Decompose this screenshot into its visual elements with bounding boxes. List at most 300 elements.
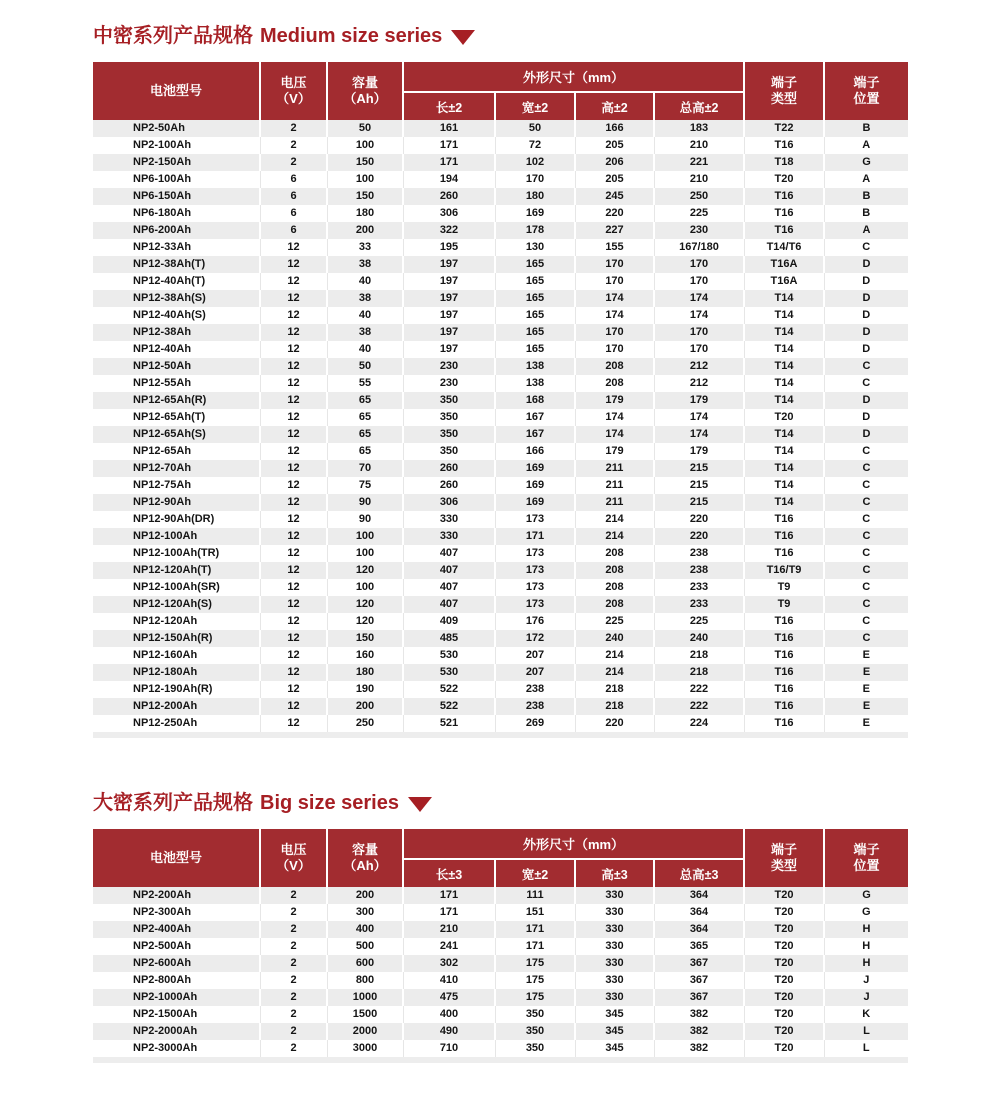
cell-height: 208 [575,545,654,562]
cell-terminal-position: K [824,1006,908,1023]
cell-length: 407 [403,596,495,613]
cell-terminal-type: T14/T6 [744,239,824,256]
table-row [93,972,908,989]
table-row [93,579,908,596]
cell-total-height: 210 [654,137,744,154]
cell-length: 210 [403,921,495,938]
table-row [93,1023,908,1040]
cell-capacity: 38 [327,324,403,341]
cell-length: 490 [403,1023,495,1040]
cell-capacity: 75 [327,477,403,494]
medium-table-header [93,62,908,120]
cell-capacity: 100 [327,171,403,188]
cell-voltage: 12 [260,307,327,324]
cell-terminal-position: B [824,120,908,137]
cell-terminal-position: D [824,273,908,290]
cell-height: 174 [575,426,654,443]
cell-width: 172 [495,630,575,647]
cell-capacity: 800 [327,972,403,989]
cell-terminal-position: C [824,494,908,511]
col-header-model-label: 电池型号 [149,83,202,98]
cell-length: 197 [403,324,495,341]
cell-capacity: 150 [327,188,403,205]
cell-width: 171 [495,938,575,955]
cell-height: 208 [575,358,654,375]
cell-terminal-type: T14 [744,307,824,324]
cell-length: 330 [403,528,495,545]
cell-terminal-type: T16A [744,256,824,273]
voltage-label-line1: 电压 [280,75,307,90]
cell-voltage: 12 [260,256,327,273]
cell-terminal-type: T14 [744,375,824,392]
cell-terminal-position: J [824,989,908,1006]
cell-width: 130 [495,239,575,256]
cell-capacity: 65 [327,409,403,426]
table-row [93,120,908,137]
cell-height: 208 [575,562,654,579]
cell-capacity: 40 [327,341,403,358]
cell-width: 169 [495,460,575,477]
cell-height: 211 [575,494,654,511]
cell-terminal-type: T14 [744,426,824,443]
cell-capacity: 1000 [327,989,403,1006]
cell-height: 179 [575,392,654,409]
table-row [93,443,908,460]
cell-height: 170 [575,341,654,358]
cell-height: 330 [575,938,654,955]
capacity-label-line2: （Ah） [343,858,387,873]
cell-model: NP12-90Ah [93,494,260,511]
cell-total-height: 215 [654,494,744,511]
cell-terminal-position: C [824,511,908,528]
col-header-width: 宽±2 [495,859,575,887]
cell-voltage: 12 [260,290,327,307]
table-row [93,681,908,698]
big-table-header [93,829,908,887]
cell-model: NP12-100Ah(TR) [93,545,260,562]
cell-length: 410 [403,972,495,989]
cell-total-height: 179 [654,443,744,460]
cell-terminal-type: T14 [744,290,824,307]
cell-voltage: 6 [260,171,327,188]
terminal-type-label-line1: 端子 [770,75,797,90]
cell-total-height: 382 [654,1040,744,1057]
cell-height: 330 [575,887,654,904]
cell-model: NP12-100Ah(SR) [93,579,260,596]
cell-width: 167 [495,409,575,426]
cell-length: 197 [403,290,495,307]
cell-voltage: 12 [260,477,327,494]
cell-length: 197 [403,256,495,273]
cell-total-height: 233 [654,579,744,596]
cell-length: 409 [403,613,495,630]
cell-capacity: 50 [327,120,403,137]
cell-voltage: 2 [260,1006,327,1023]
cell-total-height: 224 [654,715,744,732]
cell-total-height: 364 [654,904,744,921]
cell-capacity: 50 [327,358,403,375]
cell-length: 407 [403,562,495,579]
cell-model: NP2-1000Ah [93,989,260,1006]
table-row [93,239,908,256]
cell-width: 167 [495,426,575,443]
cell-height: 240 [575,630,654,647]
cell-model: NP12-40Ah(S) [93,307,260,324]
medium-series-title-en: Medium size series [260,25,443,47]
cell-voltage: 6 [260,188,327,205]
cell-model: NP12-200Ah [93,698,260,715]
table-row [93,528,908,545]
cell-width: 173 [495,511,575,528]
cell-length: 521 [403,715,495,732]
cell-total-height: 210 [654,171,744,188]
cell-length: 171 [403,137,495,154]
cell-total-height: 218 [654,664,744,681]
cell-capacity: 65 [327,392,403,409]
cell-width: 165 [495,307,575,324]
cell-capacity: 200 [327,887,403,904]
cell-terminal-position: B [824,188,908,205]
table-row [93,938,908,955]
cell-capacity: 65 [327,426,403,443]
cell-total-height: 174 [654,426,744,443]
cell-terminal-position: D [824,307,908,324]
cell-width: 165 [495,273,575,290]
cell-voltage: 2 [260,887,327,904]
cell-width: 165 [495,256,575,273]
cell-terminal-type: T14 [744,477,824,494]
terminal-pos-label-line1: 端子 [853,842,880,857]
col-header-model [93,829,260,887]
cell-voltage: 12 [260,273,327,290]
cell-length: 197 [403,273,495,290]
cell-length: 407 [403,545,495,562]
cell-capacity: 120 [327,613,403,630]
cell-terminal-position: J [824,972,908,989]
col-header-capacity [327,829,403,887]
col-header-dimensions-group: 外形尺寸（mm） [403,62,744,92]
col-header-width: 宽±2 [495,92,575,120]
cell-capacity: 500 [327,938,403,955]
table-row [93,154,908,171]
medium-table-body [93,120,908,732]
cell-length: 322 [403,222,495,239]
cell-terminal-type: T14 [744,392,824,409]
big-series-title [93,791,908,815]
cell-terminal-position: C [824,596,908,613]
col-header-terminal-position [824,829,908,887]
cell-height: 330 [575,989,654,1006]
cell-width: 168 [495,392,575,409]
cell-length: 530 [403,647,495,664]
cell-terminal-type: T20 [744,1023,824,1040]
table-row [93,921,908,938]
cell-width: 102 [495,154,575,171]
cell-terminal-position: C [824,239,908,256]
cell-model: NP12-160Ah [93,647,260,664]
table-row [93,460,908,477]
cell-model: NP12-70Ah [93,460,260,477]
cell-terminal-position: G [824,887,908,904]
col-header-length: 长±3 [403,859,495,887]
cell-height: 208 [575,579,654,596]
cell-voltage: 12 [260,341,327,358]
cell-terminal-position: C [824,579,908,596]
cell-voltage: 12 [260,630,327,647]
table-row [93,955,908,972]
cell-total-height: 367 [654,972,744,989]
cell-length: 171 [403,154,495,171]
cell-voltage: 2 [260,904,327,921]
cell-length: 306 [403,205,495,222]
cell-terminal-position: D [824,426,908,443]
cell-model: NP12-150Ah(R) [93,630,260,647]
cell-model: NP12-65Ah [93,443,260,460]
cell-terminal-position: D [824,256,908,273]
cell-voltage: 12 [260,375,327,392]
col-header-model-label: 电池型号 [149,850,202,865]
cell-capacity: 38 [327,290,403,307]
cell-width: 207 [495,664,575,681]
table-row [93,494,908,511]
cell-length: 161 [403,120,495,137]
cell-terminal-type: T14 [744,341,824,358]
table-row [93,698,908,715]
cell-terminal-position: C [824,477,908,494]
cell-capacity: 600 [327,955,403,972]
cell-terminal-position: C [824,630,908,647]
table-row [93,341,908,358]
cell-width: 175 [495,989,575,1006]
cell-length: 330 [403,511,495,528]
cell-height: 211 [575,477,654,494]
table-row [93,904,908,921]
triangle-down-icon [451,30,475,45]
cell-height: 170 [575,273,654,290]
cell-voltage: 12 [260,579,327,596]
cell-terminal-position: G [824,154,908,171]
cell-capacity: 120 [327,596,403,613]
col-header-model [93,62,260,120]
cell-capacity: 400 [327,921,403,938]
big-series-title-zh: 大密系列产品规格 [93,792,253,814]
table-row [93,887,908,904]
table-row [93,392,908,409]
cell-width: 173 [495,562,575,579]
cell-model: NP2-600Ah [93,955,260,972]
cell-model: NP2-300Ah [93,904,260,921]
cell-length: 400 [403,1006,495,1023]
cell-width: 350 [495,1023,575,1040]
table-row [93,171,908,188]
cell-voltage: 12 [260,545,327,562]
cell-length: 197 [403,341,495,358]
cell-length: 260 [403,460,495,477]
cell-total-height: 367 [654,989,744,1006]
cell-model: NP12-120Ah [93,613,260,630]
cell-voltage: 12 [260,239,327,256]
cell-capacity: 55 [327,375,403,392]
cell-height: 208 [575,596,654,613]
cell-capacity: 100 [327,579,403,596]
table-row [93,562,908,579]
cell-height: 330 [575,904,654,921]
cell-terminal-position: E [824,664,908,681]
cell-terminal-type: T14 [744,494,824,511]
cell-voltage: 2 [260,921,327,938]
table-row [93,426,908,443]
cell-terminal-position: B [824,205,908,222]
cell-terminal-position: A [824,171,908,188]
voltage-label-line2: （V） [276,91,311,106]
table-row [93,989,908,1006]
cell-length: 241 [403,938,495,955]
terminal-type-label-line1: 端子 [770,842,797,857]
cell-height: 218 [575,698,654,715]
cell-capacity: 150 [327,154,403,171]
cell-total-height: 364 [654,921,744,938]
cell-length: 194 [403,171,495,188]
cell-width: 138 [495,375,575,392]
cell-height: 330 [575,972,654,989]
cell-height: 345 [575,1023,654,1040]
voltage-label-line2: （V） [276,858,311,873]
table-row [93,324,908,341]
cell-model: NP2-100Ah [93,137,260,154]
cell-total-height: 221 [654,154,744,171]
cell-height: 345 [575,1040,654,1057]
cell-model: NP2-200Ah [93,887,260,904]
table-row [93,205,908,222]
cell-total-height: 179 [654,392,744,409]
cell-voltage: 12 [260,358,327,375]
cell-height: 227 [575,222,654,239]
cell-width: 171 [495,921,575,938]
cell-terminal-type: T16 [744,528,824,545]
cell-height: 174 [575,409,654,426]
cell-capacity: 90 [327,494,403,511]
cell-width: 238 [495,698,575,715]
cell-width: 238 [495,681,575,698]
terminal-pos-label-line1: 端子 [853,75,880,90]
col-header-height: 高±2 [575,92,654,120]
cell-total-height: 212 [654,358,744,375]
cell-model: NP2-50Ah [93,120,260,137]
cell-voltage: 12 [260,409,327,426]
cell-total-height: 238 [654,545,744,562]
triangle-down-icon [408,797,432,812]
cell-terminal-position: A [824,222,908,239]
cell-height: 179 [575,443,654,460]
cell-length: 710 [403,1040,495,1057]
cell-model: NP12-90Ah(DR) [93,511,260,528]
table-row [93,647,908,664]
cell-height: 218 [575,681,654,698]
cell-model: NP12-65Ah(T) [93,409,260,426]
cell-capacity: 90 [327,511,403,528]
cell-terminal-position: E [824,698,908,715]
cell-model: NP2-150Ah [93,154,260,171]
col-header-total-height: 总高±3 [654,859,744,887]
cell-height: 174 [575,307,654,324]
cell-width: 173 [495,596,575,613]
cell-height: 208 [575,375,654,392]
cell-model: NP6-100Ah [93,171,260,188]
cell-model: NP12-250Ah [93,715,260,732]
cell-capacity: 70 [327,460,403,477]
cell-model: NP12-190Ah(R) [93,681,260,698]
table-row [93,1040,908,1057]
cell-terminal-type: T20 [744,1006,824,1023]
cell-terminal-type: T20 [744,904,824,921]
cell-voltage: 12 [260,681,327,698]
col-header-voltage [260,829,327,887]
cell-voltage: 12 [260,664,327,681]
cell-capacity: 65 [327,443,403,460]
cell-height: 205 [575,171,654,188]
cell-model: NP12-38Ah(S) [93,290,260,307]
cell-voltage: 12 [260,647,327,664]
terminal-pos-label-line2: 位置 [853,91,880,106]
cell-terminal-type: T16 [744,630,824,647]
cell-length: 475 [403,989,495,1006]
cell-terminal-position: D [824,409,908,426]
cell-terminal-type: T16 [744,511,824,528]
capacity-label-line1: 容量 [351,842,378,857]
cell-width: 72 [495,137,575,154]
cell-voltage: 2 [260,120,327,137]
cell-terminal-position: D [824,324,908,341]
cell-width: 170 [495,171,575,188]
cell-terminal-position: C [824,528,908,545]
table-row [93,358,908,375]
cell-total-height: 212 [654,375,744,392]
cell-height: 170 [575,256,654,273]
cell-voltage: 2 [260,137,327,154]
cell-height: 211 [575,460,654,477]
cell-total-height: 174 [654,307,744,324]
cell-length: 230 [403,375,495,392]
cell-terminal-position: A [824,137,908,154]
medium-series-section [93,24,908,738]
cell-terminal-type: T9 [744,579,824,596]
cell-capacity: 100 [327,137,403,154]
cell-height: 330 [575,955,654,972]
cell-height: 220 [575,205,654,222]
cell-length: 171 [403,904,495,921]
table-row [93,511,908,528]
cell-terminal-position: C [824,545,908,562]
cell-total-height: 170 [654,341,744,358]
cell-terminal-type: T20 [744,972,824,989]
voltage-label-line1: 电压 [280,842,307,857]
cell-total-height: 215 [654,460,744,477]
cell-capacity: 1500 [327,1006,403,1023]
cell-height: 205 [575,137,654,154]
cell-width: 350 [495,1040,575,1057]
cell-capacity: 40 [327,273,403,290]
cell-terminal-type: T16 [744,222,824,239]
cell-model: NP6-180Ah [93,205,260,222]
cell-terminal-position: D [824,392,908,409]
cell-terminal-type: T20 [744,409,824,426]
cell-length: 350 [403,409,495,426]
cell-voltage: 6 [260,222,327,239]
cell-terminal-type: T20 [744,989,824,1006]
cell-capacity: 150 [327,630,403,647]
cell-width: 111 [495,887,575,904]
cell-model: NP12-33Ah [93,239,260,256]
